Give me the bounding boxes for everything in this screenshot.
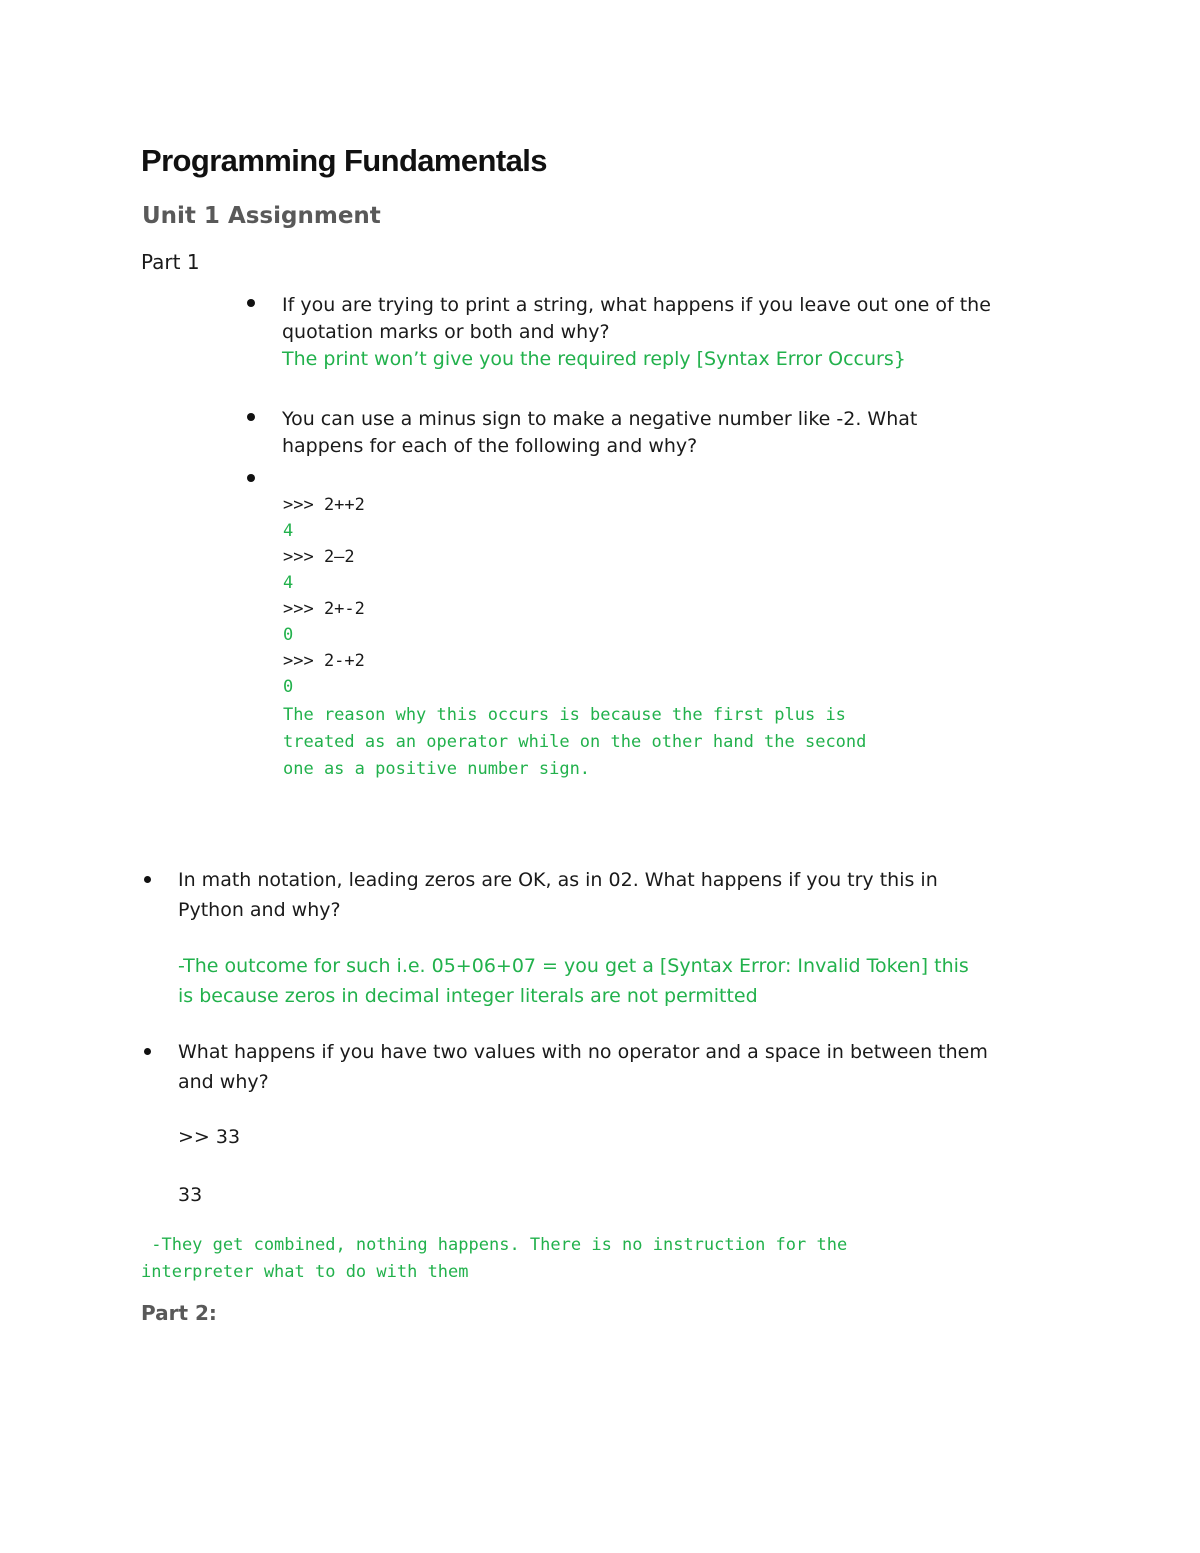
question-3-line-2: Python and why? (178, 899, 341, 921)
question-4-line-2: and why? (178, 1071, 269, 1093)
question-4-answer-line-1: -They get combined, nothing happens. There is no instruction for the (141, 1235, 848, 1255)
bullet-icon (247, 299, 255, 307)
bullet-icon (144, 876, 151, 883)
question-2-explanation (283, 702, 866, 783)
code-line: 4 (283, 521, 294, 541)
code-block (283, 492, 365, 700)
question-3-line-1: In math notation, leading zeros are OK, as in 02. What happens if you try this in (178, 869, 938, 891)
question-1-answer: The print won’t give you the required reply [Syntax Error Occurs} (282, 348, 906, 370)
question-3-answer-line-1: -The outcome for such i.e. 05+06+07 = you get a [Syntax Error: Invalid Token] this (178, 955, 969, 977)
question-4-line-1: What happens if you have two values with no operator and a space in between them (178, 1041, 988, 1063)
code-line: >>> 2—2 (283, 547, 355, 567)
document-title: Programming Fundamentals (141, 143, 547, 178)
question-4-answer (141, 1232, 847, 1286)
part-2-label: Part 2: (141, 1301, 217, 1325)
question-4-answer-line-2: interpreter what to do with them (141, 1262, 469, 1282)
code-line: 0 (283, 677, 294, 697)
explanation-line: treated as an operator while on the other hand the second (283, 732, 867, 752)
unit-heading: Unit 1 Assignment (142, 203, 381, 229)
question-4-example-output: 33 (178, 1184, 203, 1206)
question-3-answer-line-2: is because zeros in decimal integer literals are not permitted (178, 985, 758, 1007)
question-1 (282, 292, 1142, 373)
explanation-line: one as a positive number sign. (283, 759, 591, 779)
question-2-line-2: happens for each of the following and why? (282, 435, 698, 457)
code-line: >>> 2+-2 (283, 599, 365, 619)
question-2-line-1: You can use a minus sign to make a negative number like -2. What (282, 408, 918, 430)
question-1-line-1: If you are trying to print a string, what happens if you leave out one of the (282, 294, 991, 316)
code-line: 0 (283, 625, 294, 645)
question-2 (282, 406, 1142, 460)
code-line: >>> 2++2 (283, 495, 365, 515)
code-line: >>> 2-+2 (283, 651, 365, 671)
question-4 (178, 1037, 1178, 1097)
bullet-icon (247, 413, 255, 421)
explanation-line: The reason why this occurs is because the first plus is (283, 705, 846, 725)
question-1-line-2: quotation marks or both and why? (282, 321, 610, 343)
question-3 (178, 865, 1158, 925)
bullet-icon (144, 1048, 151, 1055)
question-3-answer (178, 951, 1158, 1011)
bullet-icon (247, 474, 255, 482)
question-4-example-input: >> 33 (178, 1126, 241, 1148)
code-line: 4 (283, 573, 294, 593)
part-1-label: Part 1 (141, 250, 200, 274)
